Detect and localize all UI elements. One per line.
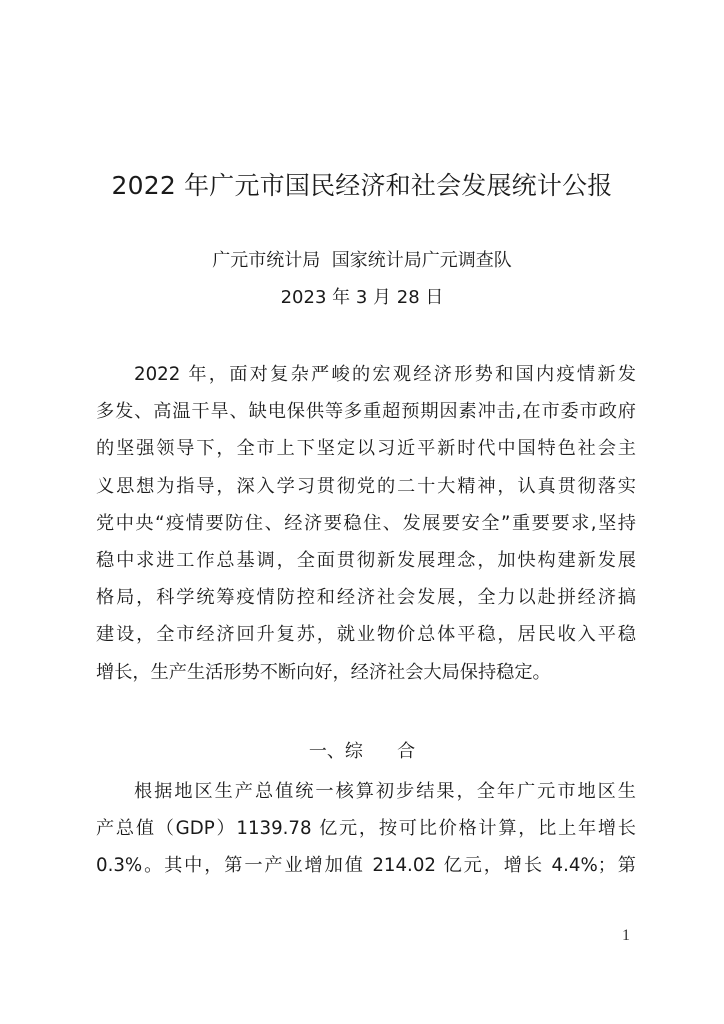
paragraph-line: 根据地区生产总值统一核算初步结果，全年广元市地区生 (134, 781, 636, 802)
section-heading-overview: 一、综 合 (308, 741, 416, 762)
paragraph-line: 多发、高温干旱、缺电保供等多重超预期因素冲击,在市委市政府 (96, 401, 636, 423)
page-number: 1 (622, 927, 630, 944)
paragraph-line: 0.3%。其中，第一产业增加值 214.02 亿元，增长 4.4%；第 (96, 855, 636, 877)
paragraph-line: 格局，科学统筹疫情防控和经济社会发展，全力以赴拼经济搞 (96, 587, 636, 609)
paragraph-line: 稳中求进工作总基调，全面贯彻新发展理念，加快构建新发展 (96, 550, 636, 572)
paragraph-line: 增长，生产生活形势不断向好，经济社会大局保持稳定。 (96, 661, 551, 683)
paragraph-line: 的坚强领导下，全市上下坚定以习近平新时代中国特色社会主 (96, 438, 636, 460)
paragraph-line: 产总值（GDP）1139.78 亿元，按可比价格计算，比上年增长 (96, 818, 636, 840)
intro-paragraph (96, 356, 636, 691)
document-title: 2022 年广元市国民经济和社会发展统计公报 (111, 171, 613, 200)
paragraph-line: 义思想为指导，深入学习贯彻党的二十大精神，认真贯彻落实 (96, 475, 636, 497)
paragraph-line: 2022 年，面对复杂严峻的宏观经济形势和国内疫情新发 (134, 364, 636, 385)
document-issuer: 广元市统计局 国家统计局广元调查队 (212, 250, 512, 271)
gdp-paragraph (96, 773, 636, 885)
paragraph-line: 建设，全市经济回升复苏，就业物价总体平稳，居民收入平稳 (96, 624, 636, 646)
paragraph-line: 党中央“疫情要防住、经济要稳住、发展要安全”重要要求,坚持 (96, 512, 636, 534)
document-date: 2023 年 3 月 28 日 (280, 287, 444, 308)
